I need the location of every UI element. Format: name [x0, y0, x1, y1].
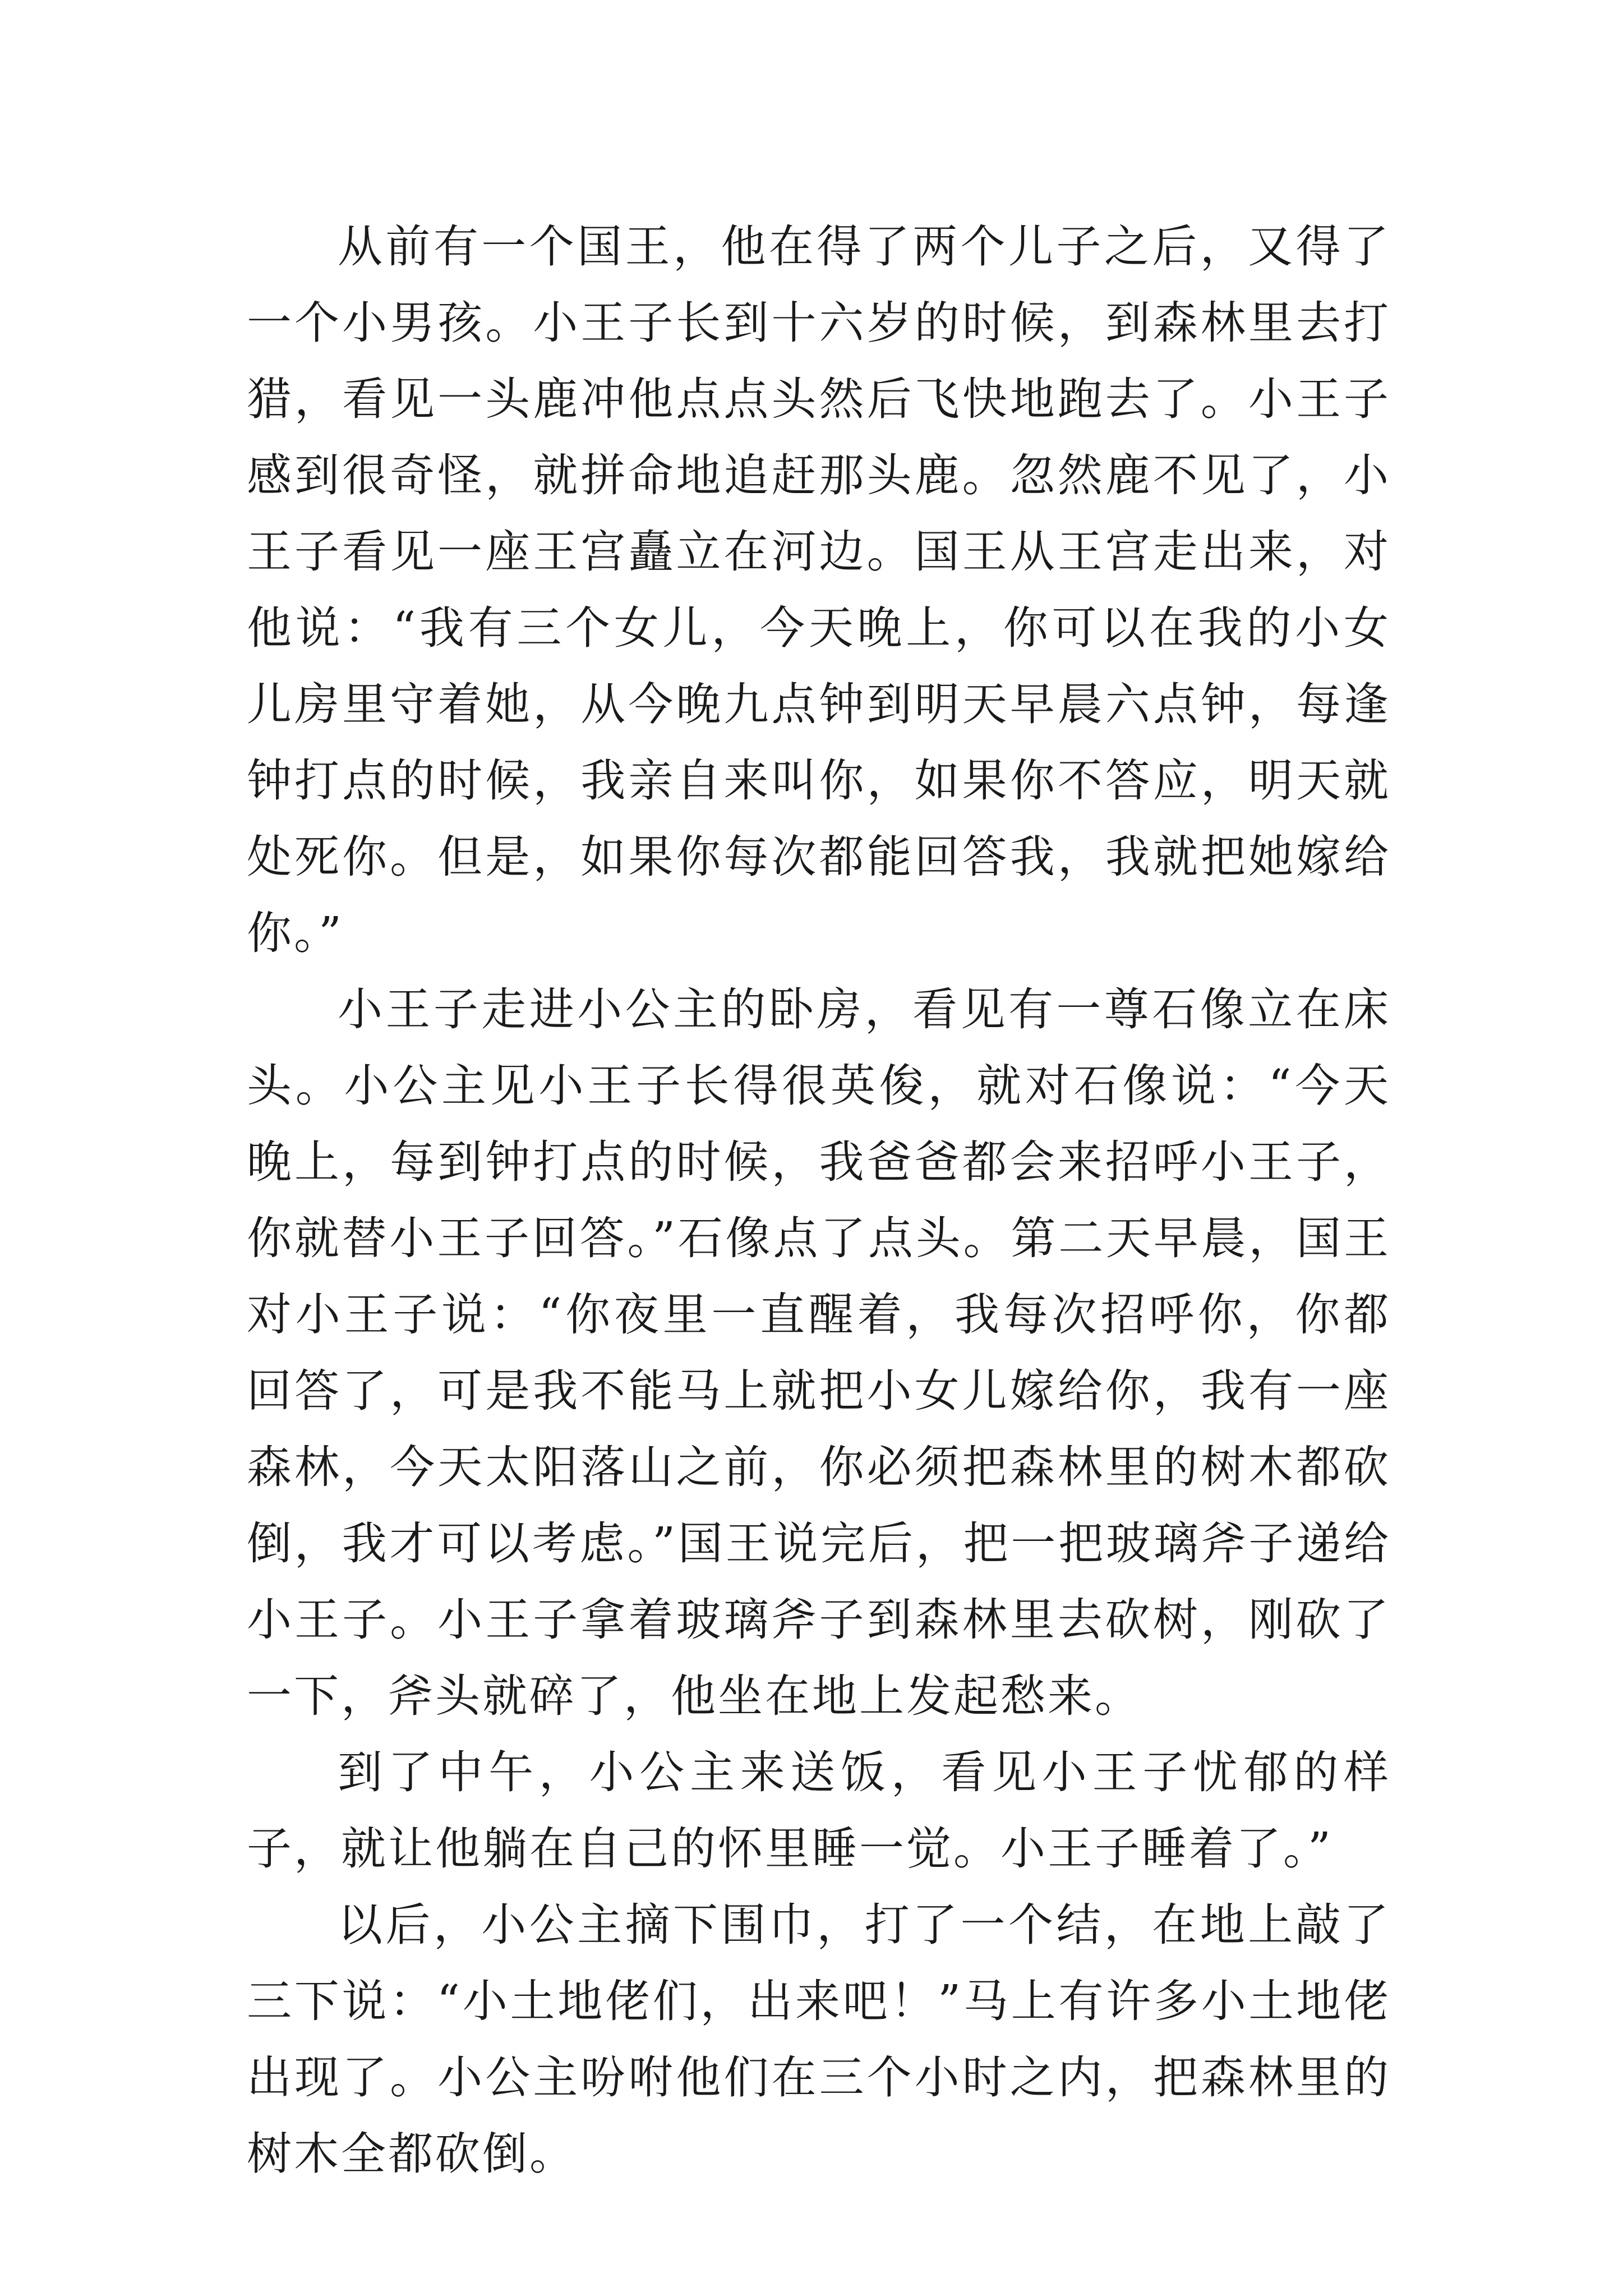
- paragraph-4: 以后，小公主摘下围巾，打了一个结，在地上敲了三下说：“小土地佬们，出来吧！”马上有许多小土地佬出现了。小公主吩咐他们在三个小时之内，把森林里的树木全都砍倒。: [247, 1899, 1391, 2180]
- paragraph-1: 从前有一个国王，他在得了两个儿子之后，又得了一个小男孩。小王子长到十六岁的时候，到森林里去打猎，看见一头鹿冲他点点头然后飞快地跑去了。小王子感到很奇怪，就拼命地追赶那头鹿。忽然鹿不见了，小王子看见一座王宫矗立在河边。国王从王宫走出来，对他说：“我有三个女儿，今天晚上，你可以在我的小女儿房里守着她，从今晚九点钟到明天早晨六点钟，每逢钟打点的时候，我亲自来叫你，如果你不答应，明天就处死你。但是，如果你每次都能回答我，我就把她嫁给你。”: [247, 220, 1391, 959]
- paragraph-2: 小王子走进小公主的卧房，看见有一尊石像立在床头。小公主见小王子长得很英俊，就对石像说：“今天晚上，每到钟打点的时候，我爸爸都会来招呼小王子，你就替小王子回答。”石像点了点头。第二天早晨，国王对小王子说：“你夜里一直醒着，我每次招呼你，你都回答了，可是我不能马上就把小女儿嫁给你，我有一座森林，今天太阳落山之前，你必须把森林里的树木都砍倒，我才可以考虑。”国王说完后，把一把玻璃斧子递给小王子。小王子拿着玻璃斧子到森林里去砍树，刚砍了一下，斧头就碎了，他坐在地上发起愁来。: [247, 983, 1391, 1722]
- paragraph-3: 到了中午，小公主来送饭，看见小王子忧郁的样子，就让他躺在自己的怀里睡一觉。小王子睡着了。”: [247, 1746, 1391, 1875]
- story-text: [247, 209, 1391, 2192]
